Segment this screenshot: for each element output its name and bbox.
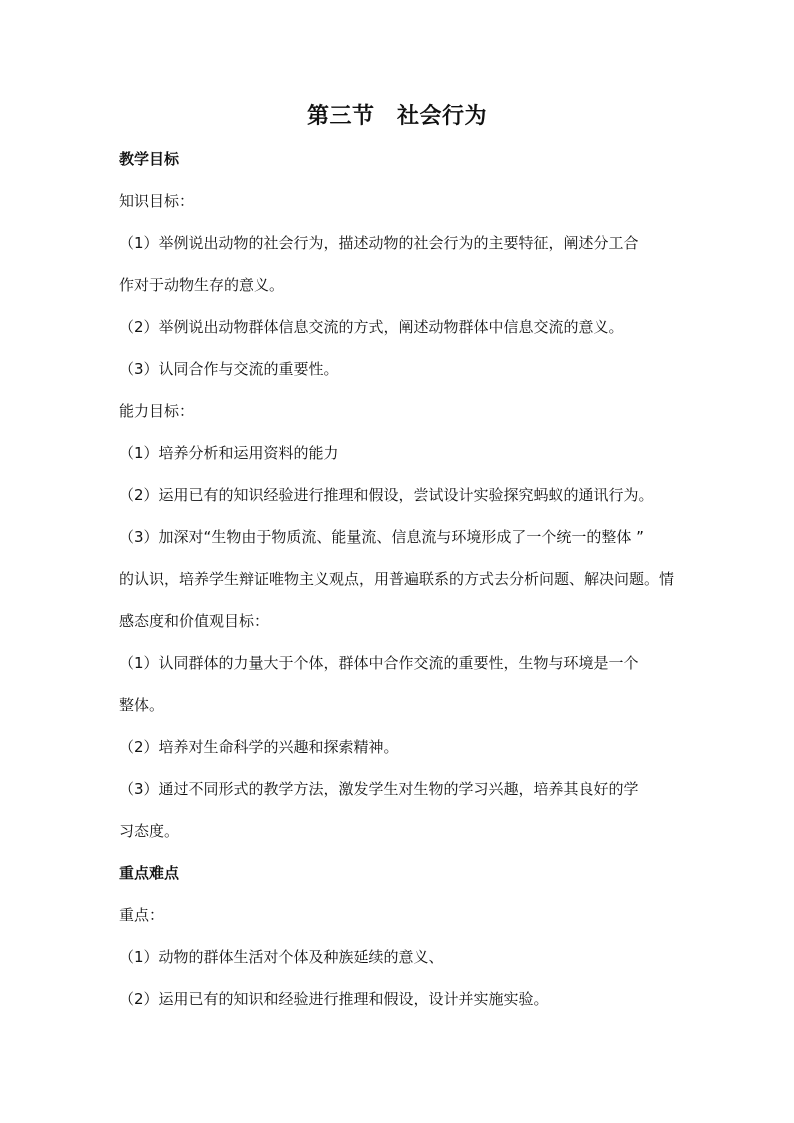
- text-line: 能力目标：: [119, 402, 195, 420]
- text-line: （1）举例说出动物的社会行为，描述动物的社会行为的主要特征，阐述分工合: [119, 234, 639, 252]
- text-line: 知识目标：: [119, 192, 195, 210]
- text-line: （1）认同群体的力量大于个体，群体中合作交流的重要性，生物与环境是一个: [119, 654, 639, 672]
- section-heading: 教学目标: [119, 150, 180, 168]
- text-line: 感态度和价值观目标：: [119, 612, 270, 630]
- text-line: （1）培养分析和运用资料的能力: [119, 444, 339, 462]
- text-line: （2）运用已有的知识经验进行推理和假设，尝试设计实验探究蚂蚁的通讯行为。: [119, 486, 654, 504]
- text-line: （1）动物的群体生活对个体及种族延续的意义、: [119, 948, 444, 966]
- text-line: 作对于动物生存的意义。: [119, 276, 285, 294]
- text-line: （2）培养对生命科学的兴趣和探索精神。: [119, 738, 399, 756]
- text-line: （3）加深对“生物由于物质流、能量流、信息流与环境形成了一个统一的整体 ”: [119, 528, 644, 546]
- text-line: 习态度。: [119, 822, 180, 840]
- text-line: （3）通过不同形式的教学方法，激发学生对生物的学习兴趣，培养其良好的学: [119, 780, 639, 798]
- section-heading: 重点难点: [119, 864, 180, 882]
- text-line: 的认识，培养学生辩证唯物主义观点，用普遍联系的方式去分析问题、解决问题。情: [119, 570, 675, 588]
- page-title: 第三节 社会行为: [306, 103, 487, 129]
- text-line: （2）运用已有的知识和经验进行推理和假设，设计并实施实验。: [119, 990, 549, 1008]
- text-line: 重点：: [119, 906, 165, 924]
- text-line: 整体。: [119, 696, 165, 714]
- text-line: （3）认同合作与交流的重要性。: [119, 360, 339, 378]
- text-line: （2）举例说出动物群体信息交流的方式，阐述动物群体中信息交流的意义。: [119, 318, 624, 336]
